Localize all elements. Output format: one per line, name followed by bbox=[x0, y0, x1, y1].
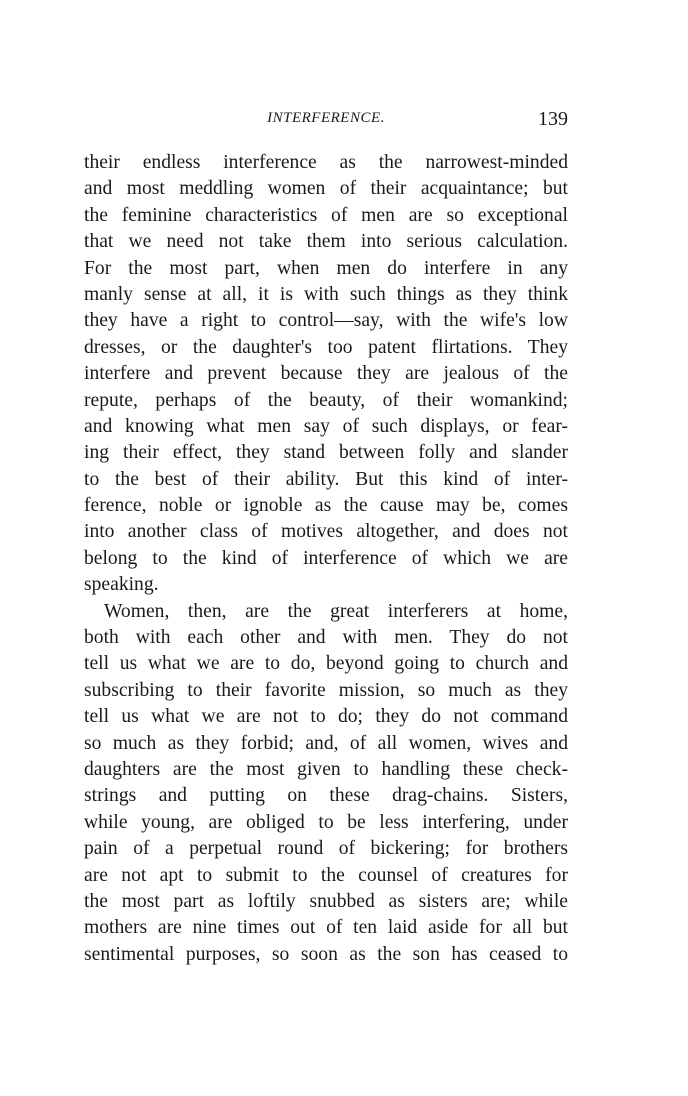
text-line: sentimental purposes, so soon as the son has ceased to bbox=[84, 943, 568, 965]
text-line: and knowing what men say of such displays, or fear- bbox=[84, 415, 568, 437]
text-line: tell us what we are not to do; they do not command bbox=[84, 706, 568, 728]
text-line: dresses, or the daughter's too patent flirtations. They bbox=[84, 336, 568, 358]
text-line: strings and putting on these drag-chains. Sisters, bbox=[84, 785, 568, 807]
text-line: and most meddling women of their acquaintance; but bbox=[84, 178, 568, 200]
text-line: manly sense at all, it is with such things as they think bbox=[84, 283, 568, 305]
text-line: that we need not take them into serious calculation. bbox=[84, 231, 568, 253]
text-line: speaking. bbox=[84, 574, 159, 596]
text-line: their endless interference as the narrowest-minded bbox=[84, 152, 568, 173]
running-title: INTERFERENCE. bbox=[267, 110, 385, 126]
text-line: they have a right to control—say, with the wife's low bbox=[84, 310, 568, 332]
text-line: are not apt to submit to the counsel of creatures for bbox=[84, 864, 568, 886]
text-line: daughters are the most given to handling these check- bbox=[84, 758, 568, 780]
text-line: both with each other and with men. They do not bbox=[84, 627, 568, 649]
paragraph-start-line: Women, then, are the great interferers at home, bbox=[104, 600, 568, 622]
text-line: mothers are nine times out of ten laid aside for all but bbox=[84, 917, 568, 939]
text-line: subscribing to their favorite mission, so much as they bbox=[84, 679, 568, 701]
text-line: ing their effect, they stand between folly and slander bbox=[84, 442, 568, 464]
text-line: tell us what we are to do, beyond going to church and bbox=[84, 653, 568, 675]
text-line: while young, are obliged to be less interfering, under bbox=[84, 811, 568, 833]
text-line: belong to the kind of interference of which we are bbox=[84, 547, 568, 569]
text-line: ference, noble or ignoble as the cause may be, comes bbox=[84, 495, 568, 517]
text-line: interfere and prevent because they are jealous of the bbox=[84, 363, 568, 385]
body-text bbox=[84, 150, 568, 968]
text-line: so much as they forbid; and, of all women, wives and bbox=[84, 732, 568, 754]
page-number: 139 bbox=[538, 108, 568, 130]
text-line: the most part as loftily snubbed as sisters are; while bbox=[84, 890, 568, 912]
text-line: into another class of motives altogether, and does not bbox=[84, 521, 568, 543]
text-line: pain of a perpetual round of bickering; for brothers bbox=[84, 838, 568, 860]
text-line: to the best of their ability. But this kind of inter- bbox=[84, 468, 568, 490]
text-line: the feminine characteristics of men are so exceptional bbox=[84, 204, 568, 226]
text-line: For the most part, when men do interfere in any bbox=[84, 257, 568, 279]
text-line: repute, perhaps of the beauty, of their womankind; bbox=[84, 389, 568, 411]
running-head bbox=[84, 108, 568, 134]
